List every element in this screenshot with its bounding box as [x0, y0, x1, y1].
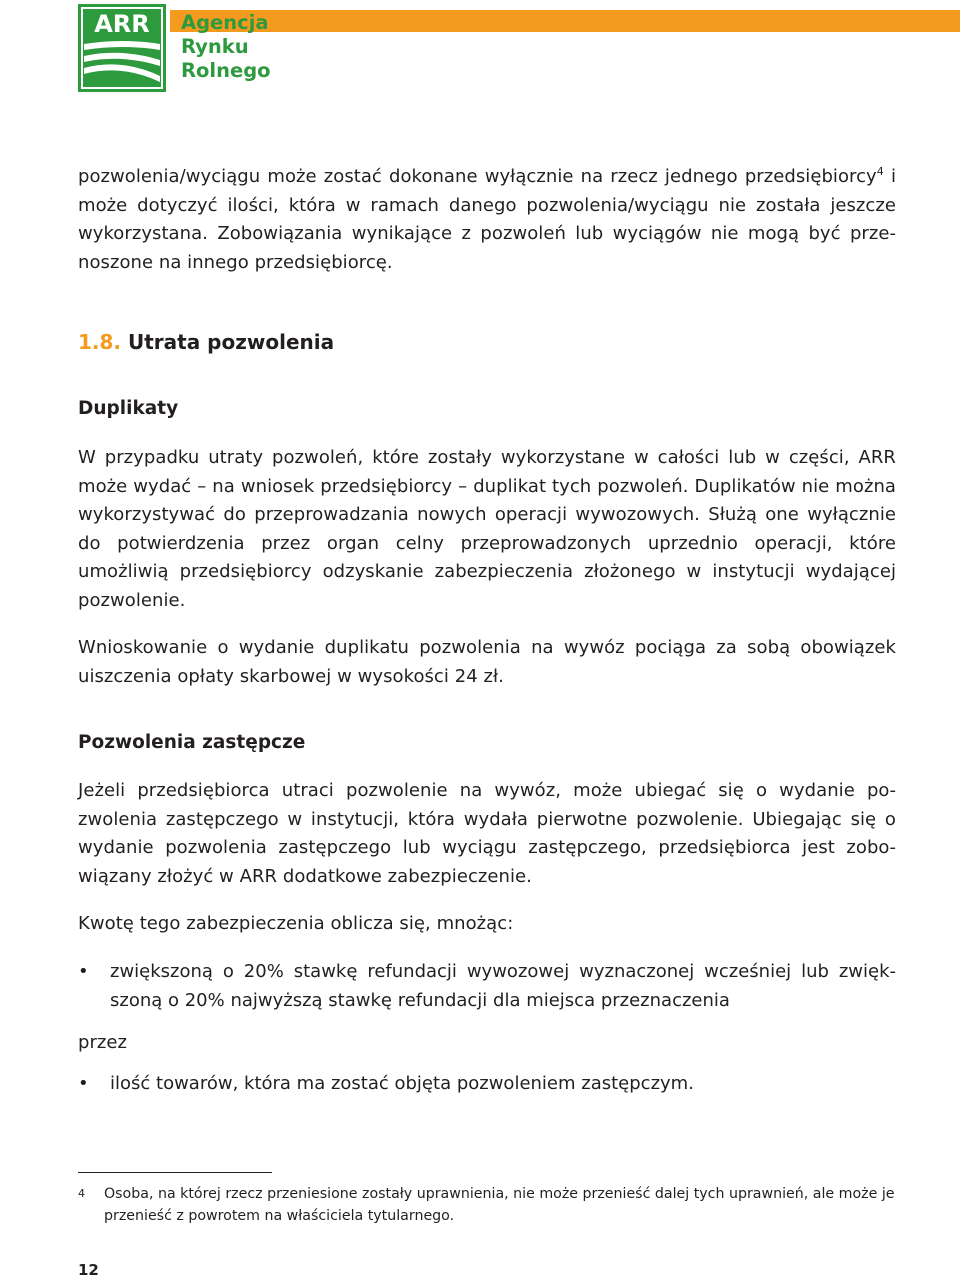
footnote — [78, 1183, 896, 1227]
logo-name — [181, 11, 271, 83]
duplikaty-fee-paragraph: Wnioskowanie o wydanie duplikatu pozwolenia na wywóz pociąga za sobą obowiązek uiszczenia opłaty skarbowej w wysokości 24 zł. — [78, 637, 896, 687]
list-item — [78, 1070, 896, 1099]
between-word: przez — [78, 1032, 128, 1053]
intro-rest: i może dotyczyć ilości, która w ramach danego pozwolenia/wyciągu nie została jeszcze wykorzystana. Zobowiązania wynikające z pozwoleń lub wyciągów nie mogą być przenoszone na innego przedsiębiorcę. — [78, 166, 896, 273]
duplikaty-heading: Duplikaty — [78, 398, 179, 419]
bullet-icon: • — [78, 961, 89, 982]
logo-name-line: Rolnego — [181, 59, 271, 82]
intro-line: pozwolenia/wyciągu może zostać dokonane wyłącznie na rzecz jednego przedsiębiorcy — [78, 166, 877, 187]
footnote-text: Osoba, na której rzecz przeniesione zostały uprawnienia, nie może przenieść dalej tych uprawnień, ale może je przenieść z powrotem na właściciela tytularnego. — [104, 1186, 895, 1224]
arr-logo — [78, 4, 308, 96]
logo-name-line: Rynku — [181, 35, 249, 58]
section-number: 1.8. — [78, 330, 122, 354]
duplikaty-paragraph: W przypadku utraty pozwoleń, które zostały wykorzystane w całości lub w części, ARR może wydać – na wniosek przedsiębiorcy – duplikat tych pozwoleń. Duplikatów nie można wykorzystywać do przeprowadzania nowych operacji wywozowych. Służą one wyłącznie do potwierdzenia przez organ celny przeprowadzonych uprzednio operacji, które umożliwią przedsiębiorcy odzyskanie zabezpieczenia złożonego w instytucji wydającej pozwolenie. — [78, 447, 896, 611]
list-item — [78, 958, 896, 1015]
section-title: Utrata pozwolenia — [128, 330, 335, 354]
zastepcze-paragraph: Jeżeli przedsiębiorca utraci pozwolenie na wywóz, może ubiegać się o wydanie pozwolenia zastępczego w instytucji, która wydała pierwotne pozwolenie. Ubiegając się o wydanie pozwolenia zastępczego lub wyciągu zastępczego, przedsiębiorca jest zobowiązany złożyć w ARR dodatkowe zabezpieczenie. — [78, 780, 896, 887]
list-item-text: zwiększoną o 20% stawkę refundacji wywozowej wyznaczonej wcześniej lub zwiększoną o 20% najwyższą stawkę refundacji dla miejsca przeznaczenia — [110, 961, 896, 1011]
bullet-icon: • — [78, 1073, 89, 1094]
logo-abbr: ARR — [94, 10, 150, 38]
intro-paragraph — [78, 163, 896, 277]
zastepcze-heading: Pozwolenia zastępcze — [78, 732, 306, 753]
page-number: 12 — [78, 1261, 99, 1279]
calc-intro: Kwotę tego zabezpieczenia oblicza się, mnożąc: — [78, 913, 514, 934]
footnote-ref: 4 — [876, 165, 884, 178]
arr-logo-emblem — [78, 4, 166, 92]
logo-name-line: Agencja — [181, 11, 269, 34]
footnote-divider — [78, 1172, 272, 1173]
list-item-text: ilość towarów, która ma zostać objęta pozwoleniem zastępczym. — [110, 1073, 694, 1094]
footnote-number: 4 — [78, 1187, 85, 1200]
section-heading — [78, 327, 896, 357]
